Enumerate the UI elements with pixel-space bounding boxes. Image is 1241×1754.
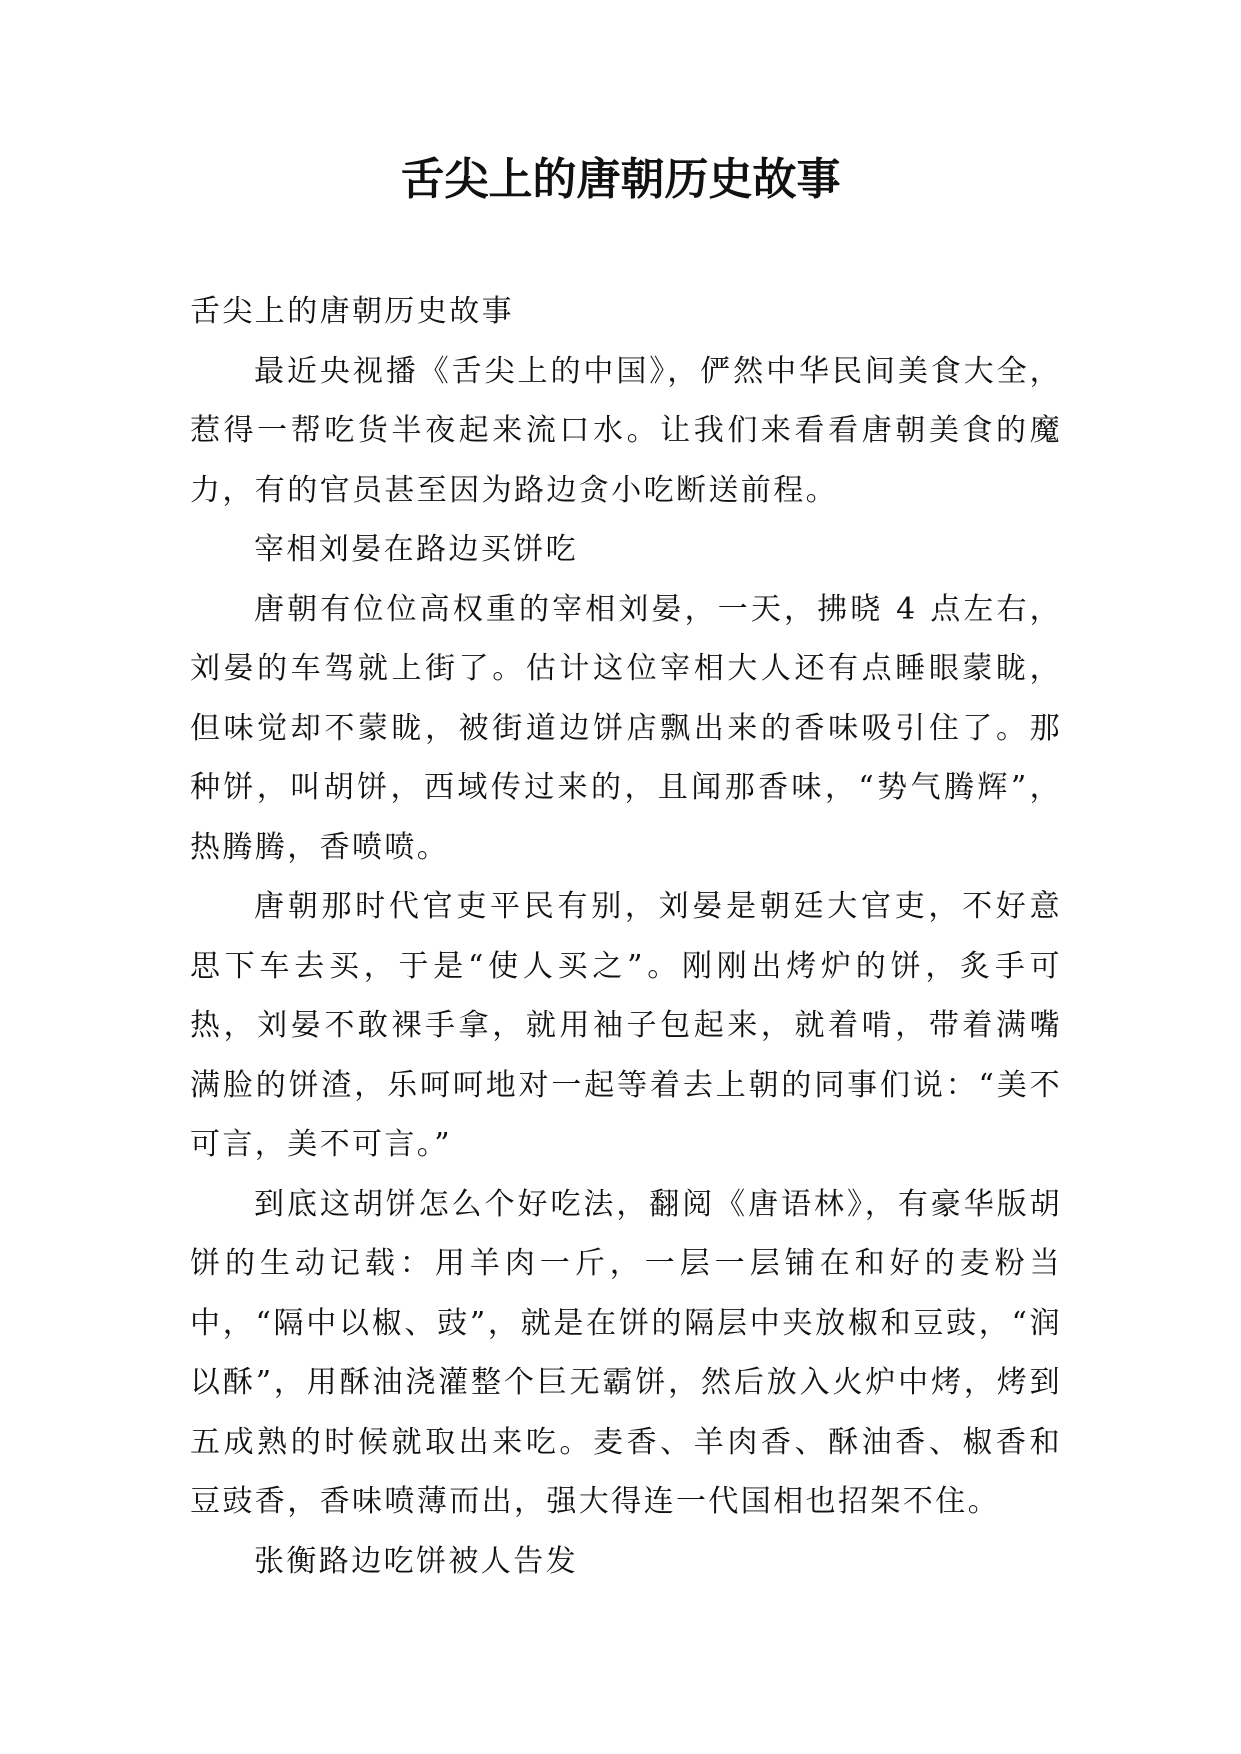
paragraph-liu-yan-story: 唐朝有位位高权重的宰相刘晏，一天，拂晓 4 点左右，刘晏的车驾就上街了。估计这位宰相大人还有点睡眼蒙眬，但味觉却不蒙眬，被街道边饼店飘出来的香味吸引住了。那种饼，叫胡饼，西域传过来的，且闻那香味，“势气腾辉”，热腾腾，香喷喷。: [190, 591, 1062, 865]
paragraph-subtitle: 舌尖上的唐朝历史故事: [190, 294, 514, 329]
paragraph-liu-yan-buys: 唐朝那时代官吏平民有别，刘晏是朝廷大官吏，不好意思下车去买，于是“使人买之”。刚刚出烤炉的饼，炙手可热，刘晏不敢裸手拿，就用袖子包起来，就着啃，带着满嘴满脸的饼渣，乐呵呵地对一起等着去上朝的同事们说：“美不可言，美不可言。”: [190, 889, 1062, 1162]
section-heading-zhang-heng: 张衡路边吃饼被人告发: [254, 1543, 578, 1579]
paragraph-hu-bing: 到底这胡饼怎么个好吃法，翻阅《唐语林》，有豪华版胡饼的生动记载：用羊肉一斤，一层一层铺在和好的麦粉当中，“隔中以椒、豉”，就是在饼的隔层中夹放椒和豆豉，“润以酥”，用酥油浇灌整个巨无霸饼，然后放入火炉中烤，烤到五成熟的时候就取出来吃。麦香、羊肉香、酥油香、椒香和豆豉香，香味喷薄而出，强大得连一代国相也招架不住。: [190, 1186, 1062, 1519]
document-body: [190, 282, 1062, 1591]
document-title: 舌尖上的唐朝历史故事: [400, 154, 841, 205]
paragraph-intro: 最近央视播《舌尖上的中国》，俨然中华民间美食大全，惹得一帮吃货半夜起来流口水。让我们来看看唐朝美食的魔力，有的官员甚至因为路边贪小吃断送前程。: [190, 353, 1062, 508]
section-heading-liu-yan: 宰相刘晏在路边买饼吃: [254, 532, 578, 567]
